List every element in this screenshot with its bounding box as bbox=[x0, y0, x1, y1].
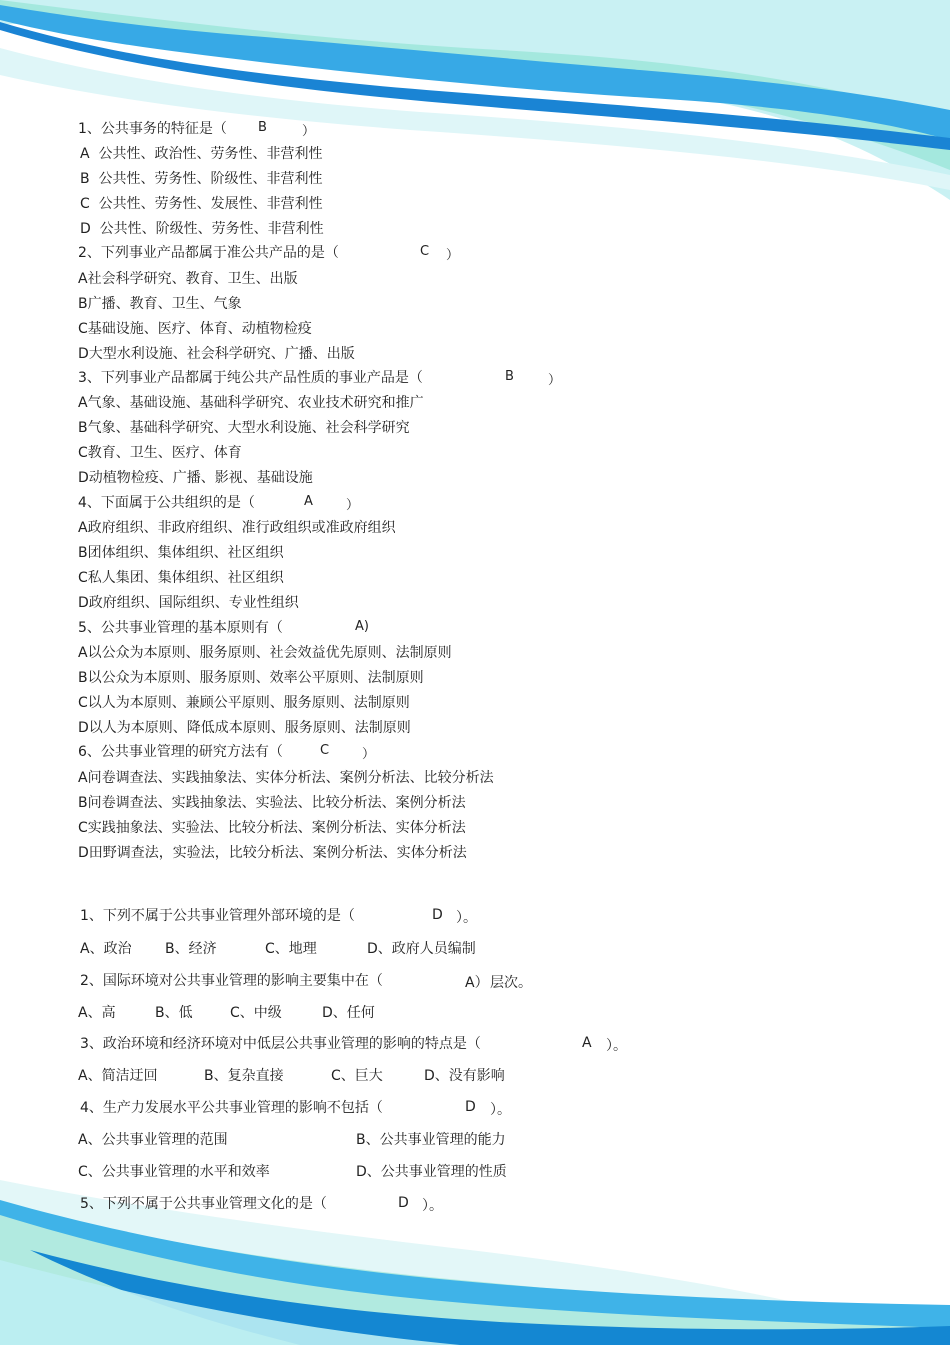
option: B、复杂直接 bbox=[204, 1068, 284, 1084]
question-1-1: 1、公共事务的特征是（ bbox=[78, 121, 227, 137]
close-paren: ） bbox=[362, 747, 376, 762]
option: A以公众为本原则、服务原则、社会效益优先原则、法制原则 bbox=[78, 645, 452, 661]
option: D、公共事业管理的性质 bbox=[356, 1164, 507, 1180]
option: A 公共性、政治性、劳务性、非营利性 bbox=[80, 146, 323, 162]
question-1-3: 3、下列事业产品都属于纯公共产品性质的事业产品是（ bbox=[78, 370, 423, 386]
question-2-2-tail: 层次。 bbox=[490, 975, 532, 991]
option: B、经济 bbox=[165, 941, 217, 957]
option: C、公共事业管理的水平和效率 bbox=[78, 1164, 270, 1180]
option: B问卷调查法、实践抽象法、实验法、比较分析法、案例分析法 bbox=[78, 795, 466, 811]
close-paren: ） bbox=[346, 498, 360, 513]
option: D田野调查法，实验法，比较分析法、案例分析法、实体分析法 bbox=[78, 845, 467, 861]
option: C、地理 bbox=[265, 941, 317, 957]
option: C 公共性、劳务性、发展性、非营利性 bbox=[80, 196, 323, 212]
close-paren: ） bbox=[302, 124, 316, 139]
question-2-2: 2、国际环境对公共事业管理的影响主要集中在（ bbox=[80, 973, 383, 989]
answer-2-2: A） bbox=[465, 975, 489, 991]
answer-1-6: C bbox=[320, 743, 330, 758]
answer-2-4: D bbox=[465, 1099, 476, 1115]
answer-1-2: C bbox=[420, 244, 430, 259]
option: A、简洁迂回 bbox=[78, 1068, 158, 1084]
answer-2-3: A bbox=[582, 1035, 592, 1051]
answer-1-3: B bbox=[505, 369, 514, 384]
option: D以人为本原则、降低成本原则、服务原则、法制原则 bbox=[78, 720, 411, 736]
answer-2-1: D bbox=[432, 907, 443, 923]
close-paren: ）。 bbox=[422, 1198, 443, 1214]
option: B、低 bbox=[155, 1005, 193, 1021]
question-1-4: 4、下面属于公共组织的是（ bbox=[78, 495, 255, 511]
option: A、政治 bbox=[80, 941, 132, 957]
question-1-5: 5、公共事业管理的基本原则有（ bbox=[78, 620, 283, 636]
option: B广播、教育、卫生、气象 bbox=[78, 296, 242, 312]
option: A、公共事业管理的范围 bbox=[78, 1132, 228, 1148]
option: D、任何 bbox=[322, 1005, 375, 1021]
option: A、高 bbox=[78, 1005, 116, 1021]
option: A社会科学研究、教育、卫生、出版 bbox=[78, 271, 298, 287]
option: D、政府人员编制 bbox=[367, 941, 476, 957]
question-2-1: 1、下列不属于公共事业管理外部环境的是（ bbox=[80, 908, 355, 924]
option: B气象、基础科学研究、大型水利设施、社会科学研究 bbox=[78, 420, 410, 436]
option: B、公共事业管理的能力 bbox=[356, 1132, 506, 1148]
option: C基础设施、医疗、体育、动植物检疫 bbox=[78, 321, 312, 337]
question-2-4: 4、生产力发展水平公共事业管理的影响不包括（ bbox=[80, 1100, 383, 1116]
close-paren: ）。 bbox=[606, 1038, 627, 1054]
option: D大型水利设施、社会科学研究、广播、出版 bbox=[78, 346, 355, 362]
option: D 公共性、阶级性、劳务性、非营利性 bbox=[80, 221, 324, 237]
question-1-2: 2、下列事业产品都属于准公共产品的是（ bbox=[78, 245, 339, 261]
answer-1-5: A) bbox=[355, 619, 369, 634]
option: A问卷调查法、实践抽象法、实体分析法、案例分析法、比较分析法 bbox=[78, 770, 494, 786]
option: C私人集团、集体组织、社区组织 bbox=[78, 570, 284, 586]
option: C、巨大 bbox=[331, 1068, 383, 1084]
answer-1-4: A bbox=[304, 494, 313, 509]
option: C教育、卫生、医疗、体育 bbox=[78, 445, 242, 461]
close-paren: ）。 bbox=[456, 910, 477, 926]
close-paren: ） bbox=[446, 248, 460, 263]
question-2-3: 3、政治环境和经济环境对中低层公共事业管理的影响的特点是（ bbox=[80, 1036, 481, 1052]
option: C实践抽象法、实验法、比较分析法、案例分析法、实体分析法 bbox=[78, 820, 466, 836]
option: B团体组织、集体组织、社区组织 bbox=[78, 545, 284, 561]
option: D动植物检疫、广播、影视、基础设施 bbox=[78, 470, 313, 486]
close-paren: ） bbox=[548, 373, 562, 388]
option: C以人为本原则、兼顾公平原则、服务原则、法制原则 bbox=[78, 695, 410, 711]
option: D政府组织、国际组织、专业性组织 bbox=[78, 595, 299, 611]
answer-2-5: D bbox=[398, 1195, 409, 1211]
question-2-5: 5、下列不属于公共事业管理文化的是（ bbox=[80, 1196, 327, 1212]
option: B 公共性、劳务性、阶级性、非营利性 bbox=[80, 171, 323, 187]
option: B以公众为本原则、服务原则、效率公平原则、法制原则 bbox=[78, 670, 424, 686]
close-paren: ）。 bbox=[490, 1102, 511, 1118]
option: A政府组织、非政府组织、准行政组织或准政府组织 bbox=[78, 520, 396, 536]
option: A气象、基础设施、基础科学研究、农业技术研究和推广 bbox=[78, 395, 424, 411]
option: C、中级 bbox=[230, 1005, 282, 1021]
option: D、没有影响 bbox=[424, 1068, 505, 1084]
question-1-6: 6、公共事业管理的研究方法有（ bbox=[78, 744, 283, 760]
answer-1-1: B bbox=[258, 120, 267, 135]
